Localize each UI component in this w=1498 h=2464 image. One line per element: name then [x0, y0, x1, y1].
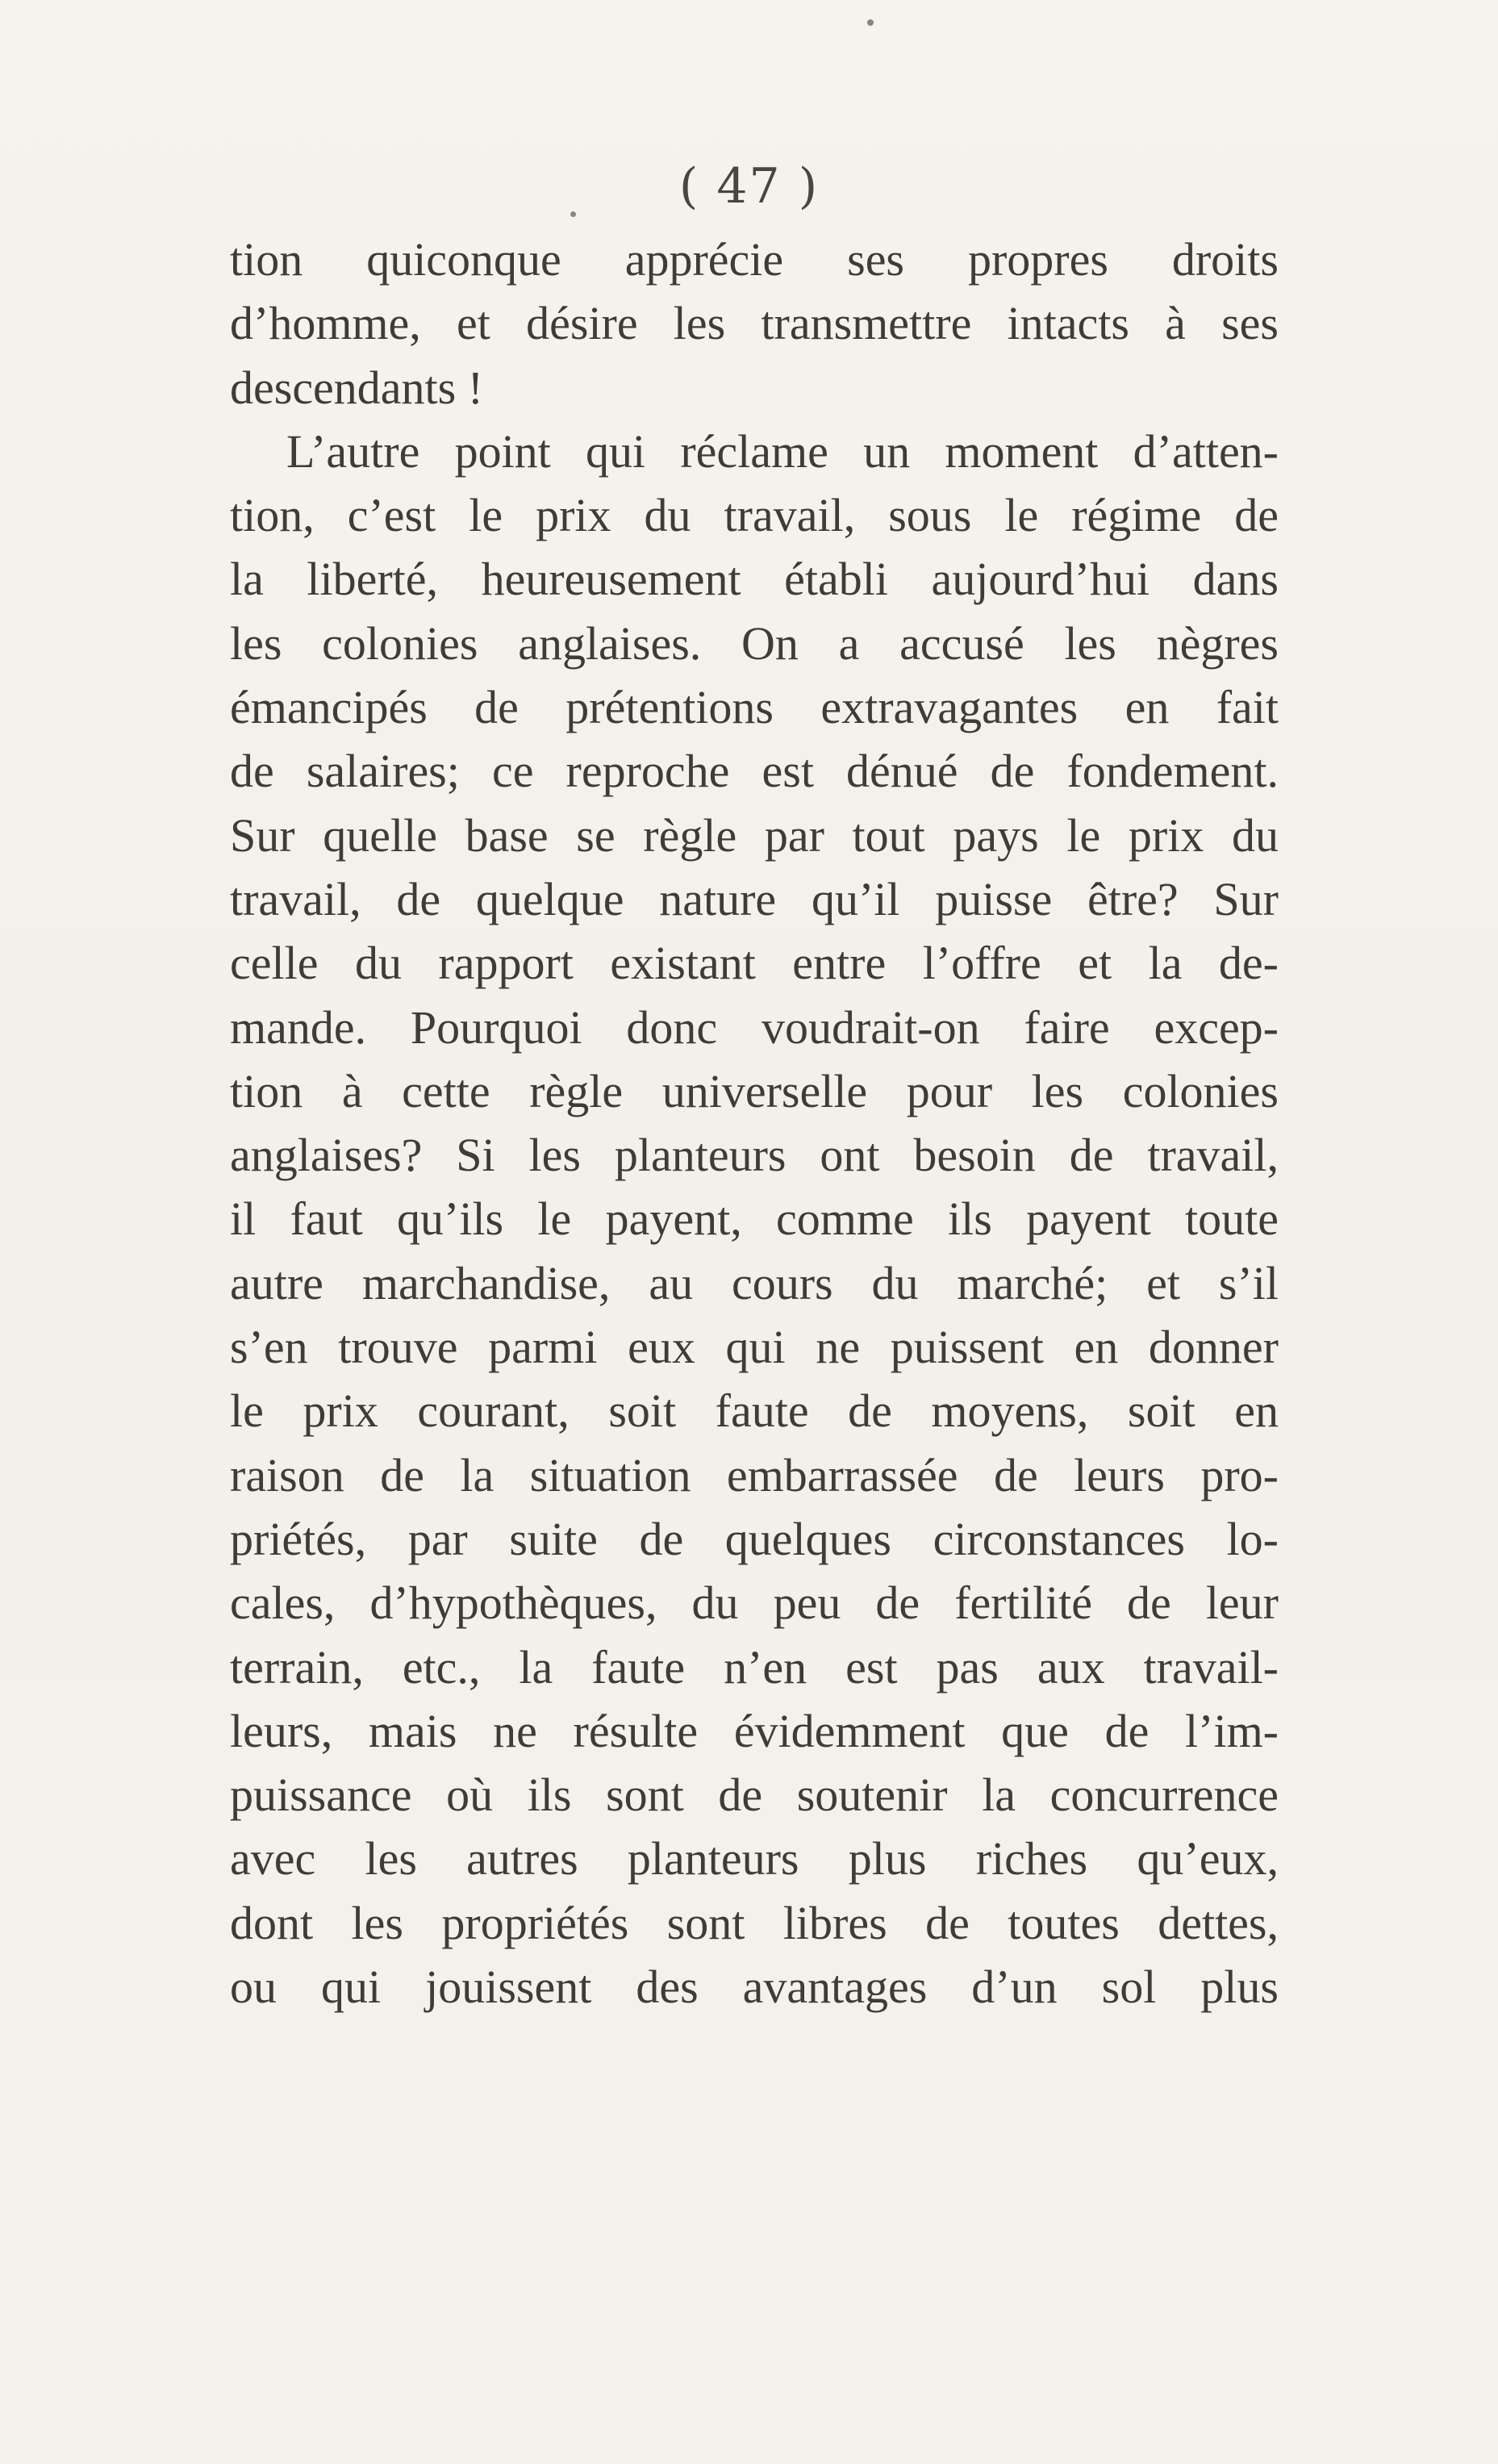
text-line: autre marchandise, au cours du marché; et s’il	[230, 1256, 1279, 1309]
text-line: cales, d’hypothèques, du peu de fertilité de leur	[230, 1577, 1279, 1630]
text-line: leurs, mais ne résulte évidemment que de l’im-	[230, 1704, 1279, 1757]
text-line: la liberté, heureusement établi aujourd’hui dans	[230, 553, 1279, 606]
text-line: tion à cette règle universelle pour les colonies	[230, 1064, 1279, 1117]
text-line: ou qui jouissent des avantages d’un sol plus	[230, 1961, 1279, 2014]
text-line: L’autre point qui réclame un moment d’atten-	[286, 424, 1279, 478]
text-line: s’en trouve parmi eux qui ne puissent en donner	[230, 1321, 1279, 1374]
text-line: anglaises? Si les planteurs ont besoin de travail,	[230, 1129, 1279, 1182]
body-text	[230, 228, 1279, 2019]
text-line: raison de la situation embarrassée de leurs pro-	[230, 1448, 1279, 1501]
text-line: émancipés de prétentions extravagantes en fait	[230, 681, 1279, 734]
text-line: il faut qu’ils le payent, comme ils payent toute	[230, 1192, 1279, 1246]
text-line: tion, c’est le prix du travail, sous le régime de	[230, 489, 1279, 542]
text-line: avec les autres planteurs plus riches qu’eux,	[230, 1832, 1279, 1886]
text-line: le prix courant, soit faute de moyens, soit en	[230, 1384, 1279, 1438]
text-line: priétés, par suite de quelques circonstances lo-	[230, 1512, 1279, 1565]
text-line: travail, de quelque nature qu’il puisse être? Sur	[230, 872, 1279, 925]
text-line: puissance où ils sont de soutenir la concurrence	[230, 1769, 1279, 1822]
paper-speck	[867, 19, 874, 26]
text-line: tion quiconque apprécie ses propres droits	[230, 233, 1279, 286]
text-line: dont les propriétés sont libres de toutes dettes,	[230, 1896, 1279, 1949]
page-number: ( 47 )	[678, 158, 820, 215]
text-line: de salaires; ce reproche est dénué de fondement.	[230, 745, 1279, 798]
text-line: terrain, etc., la faute n’en est pas aux travail-	[230, 1640, 1279, 1693]
text-line: les colonies anglaises. On a accusé les nègres	[230, 616, 1279, 670]
text-line: celle du rapport existant entre l’offre et la de-	[230, 937, 1279, 990]
text-line: d’homme, et désire les transmettre intacts à ses	[230, 297, 1279, 350]
text-line: descendants !	[230, 361, 484, 414]
text-line: mande. Pourquoi donc voudrait-on faire excep-	[230, 1000, 1279, 1054]
text-line: Sur quelle base se règle par tout pays le prix du	[230, 808, 1279, 862]
